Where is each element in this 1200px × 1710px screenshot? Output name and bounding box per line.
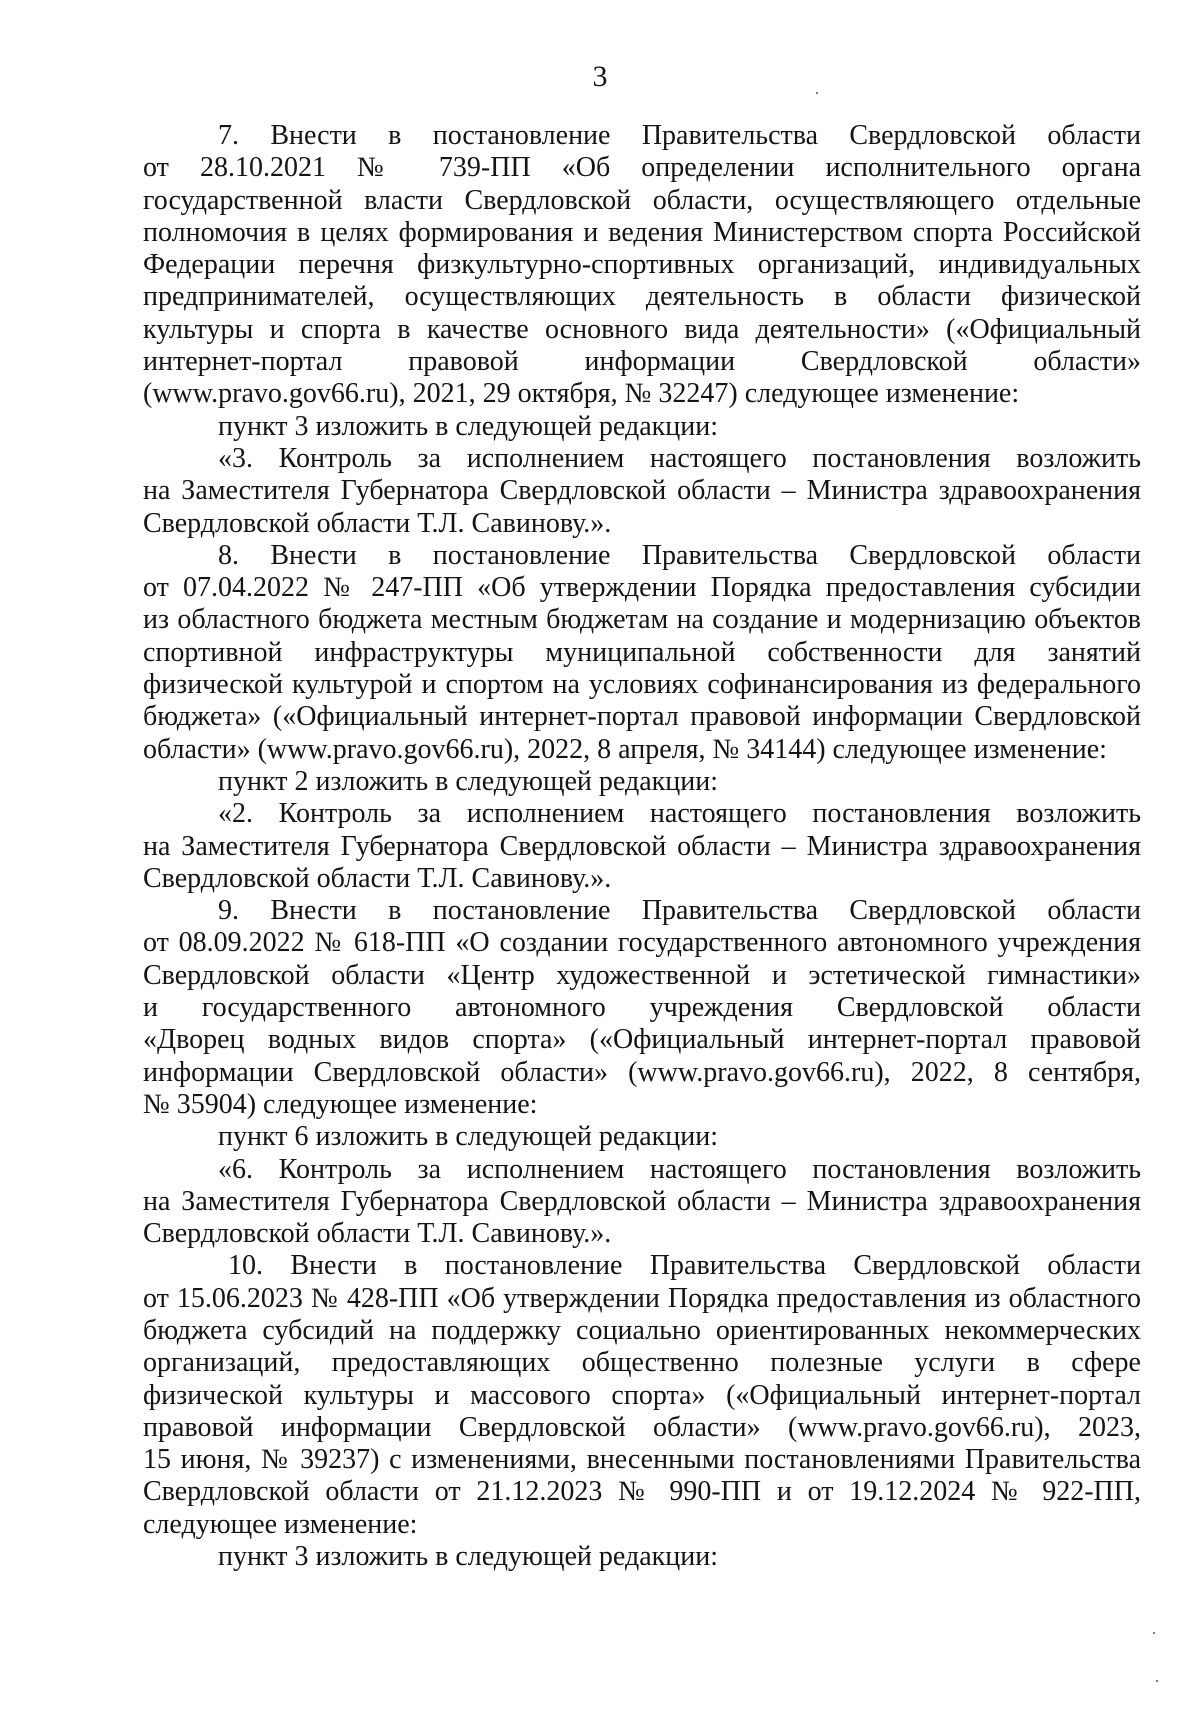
text-line: бюджета субсидий на поддержку социально ориентированных некоммерческих: [143, 1314, 1141, 1346]
text-line: (www.pravo.gov66.ru), 2021, 29 октября, № 32247) следующее изменение:: [143, 378, 1020, 410]
text-line: 9. Внести в постановление Правительства Свердловской области: [218, 895, 1141, 927]
text-line: от 07.04.2022 № 247-ПП «Об утверждении Порядка предоставления субсидии: [143, 572, 1141, 604]
text-line: на Заместителя Губернатора Свердловской области – Министра здравоохранения: [143, 1185, 1141, 1217]
text-line: Свердловской области «Центр художественной и эстетической гимнастики»: [143, 959, 1141, 991]
text-line: Свердловской области Т.Л. Савинову.».: [143, 862, 612, 894]
text-line: пункт 3 изложить в следующей редакции:: [218, 1541, 718, 1573]
text-line: от 08.09.2022 № 618-ПП «О создании государственного автономного учреждения: [143, 927, 1141, 959]
text-line: Свердловской области от 21.12.2023 № 990-ПП и от 19.12.2024 № 922-ПП,: [143, 1476, 1141, 1508]
text-line: организаций, предоставляющих общественно полезные услуги в сфере: [143, 1347, 1141, 1379]
text-line: области» (www.pravo.gov66.ru), 2022, 8 апреля, № 34144) следующее изменение:: [143, 733, 1107, 765]
text-line: на Заместителя Губернатора Свердловской области – Министра здравоохранения: [143, 830, 1141, 862]
text-line: «2. Контроль за исполнением настоящего постановления возложить: [218, 798, 1141, 830]
text-line: «Дворец водных видов спорта» («Официальный интернет-портал правовой: [143, 1024, 1141, 1056]
text-line: и государственного автономного учреждения Свердловской области: [143, 992, 1141, 1024]
text-line: на Заместителя Губернатора Свердловской области – Министра здравоохранения: [143, 475, 1141, 507]
text-line: Свердловской области Т.Л. Савинову.».: [143, 507, 612, 539]
text-line: следующее изменение:: [143, 1508, 418, 1540]
text-line: предпринимателей, осуществляющих деятельность в области физической: [143, 281, 1141, 313]
text-line: от 15.06.2023 № 428-ПП «Об утверждении Порядка предоставления из областного: [143, 1282, 1141, 1314]
text-line: физической культурой и спортом на условиях софинансирования из федерального: [143, 669, 1141, 701]
scan-speck: [1156, 1680, 1158, 1682]
text-line: «6. Контроль за исполнением настоящего постановления возложить: [218, 1153, 1141, 1185]
text-line: от 28.10.2021 № 739-ПП «Об определении исполнительного органа: [143, 152, 1141, 184]
text-line: Федерации перечня физкультурно-спортивных организаций, индивидуальных: [143, 249, 1141, 281]
text-line: 8. Внести в постановление Правительства Свердловской области: [218, 539, 1141, 571]
text-line: пункт 6 изложить в следующей редакции:: [218, 1121, 718, 1153]
text-line: пункт 3 изложить в следующей редакции:: [218, 410, 718, 442]
scan-speck: [1153, 1632, 1155, 1634]
text-line: пункт 2 изложить в следующей редакции:: [218, 765, 718, 797]
document-body: [143, 120, 1141, 1573]
text-line: 15 июня, № 39237) с изменениями, внесенными постановлениями Правительства: [143, 1444, 1141, 1476]
text-line: спортивной инфраструктуры муниципальной собственности для занятий: [143, 636, 1141, 668]
text-line: 7. Внести в постановление Правительства Свердловской области: [218, 120, 1141, 151]
text-line: «3. Контроль за исполнением настоящего постановления возложить: [218, 442, 1141, 474]
scan-speck: [816, 92, 818, 94]
text-line: информации Свердловской области» (www.pravo.gov66.ru), 2022, 8 сентября,: [143, 1056, 1141, 1088]
text-line: интернет-портал правовой информации Свердловской области»: [143, 346, 1141, 378]
text-line: бюджета» («Официальный интернет-портал правовой информации Свердловской: [143, 701, 1141, 733]
text-line: 10. Внести в постановление Правительства Свердловской области: [228, 1250, 1141, 1282]
text-line: Свердловской области Т.Л. Савинову.».: [143, 1218, 612, 1250]
text-line: государственной власти Свердловской области, осуществляющего отдельные: [143, 184, 1141, 216]
text-line: правовой информации Свердловской области» (www.pravo.gov66.ru), 2023,: [143, 1411, 1141, 1443]
text-line: № 35904) следующее изменение:: [143, 1088, 538, 1120]
text-line: культуры и спорта в качестве основного вида деятельности» («Официальный: [143, 313, 1141, 345]
text-line: полномочия в целях формирования и ведения Министерством спорта Российской: [143, 216, 1141, 248]
text-line: физической культуры и массового спорта» («Официальный интернет-портал: [143, 1379, 1141, 1411]
page-number: 3: [592, 60, 608, 93]
text-line: из областного бюджета местным бюджетам на создание и модернизацию объектов: [143, 604, 1141, 636]
